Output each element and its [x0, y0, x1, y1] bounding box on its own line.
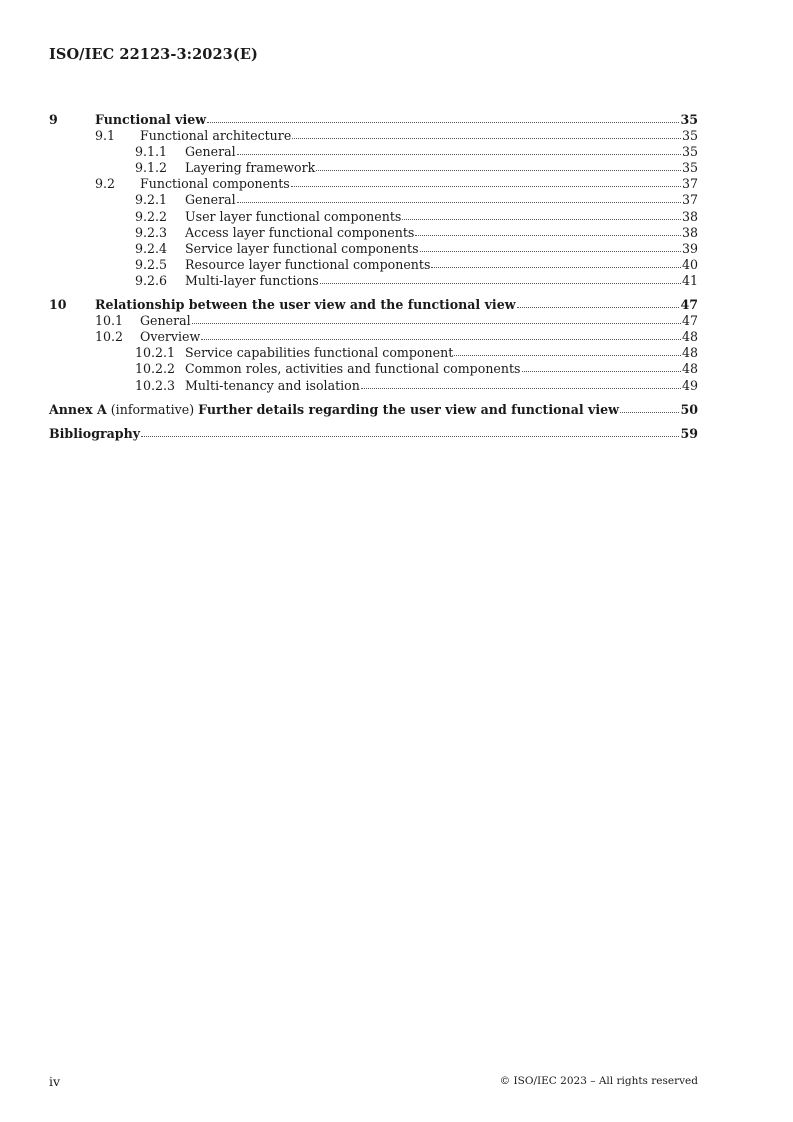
toc-entry-number: 9.2.5	[135, 256, 168, 272]
toc-entry-title: Multi-tenancy and isolation	[185, 377, 360, 393]
toc-leader	[320, 272, 681, 284]
toc-leader	[292, 127, 681, 139]
toc-entry-number: 10.2	[95, 329, 124, 345]
toc-entry-number: 9.1.2	[135, 160, 168, 176]
toc-leader	[237, 191, 681, 203]
toc-entry-title: Service layer functional components	[185, 240, 419, 256]
toc-entry-page: 47	[681, 313, 698, 329]
toc-entry-title: Multi-layer functions	[185, 272, 319, 288]
toc-entry-number: 9.2.2	[135, 208, 168, 224]
toc-entry-number: 9.1	[95, 128, 116, 144]
toc-entry-page: 35	[680, 112, 698, 127]
toc-entry[interactable]	[49, 112, 698, 128]
toc-leader	[420, 240, 681, 252]
toc-leader	[517, 296, 680, 308]
toc-leader	[361, 377, 681, 389]
toc-entry[interactable]	[49, 361, 698, 377]
toc-entry-title: Further details regarding the user view and functional view	[198, 401, 619, 417]
toc-entry[interactable]	[49, 209, 698, 225]
toc-entry-number: 9.2.3	[135, 224, 168, 240]
toc-entry-title: Overview	[140, 329, 201, 345]
toc-entry-title: Resource layer functional components	[185, 256, 431, 272]
toc-entry-page: 37	[681, 176, 698, 192]
copyright-notice: © ISO/IEC 2023 – All rights reserved	[499, 1075, 698, 1087]
toc-entry-title: Functional architecture	[140, 128, 292, 144]
toc-entry-page: 35	[681, 160, 698, 176]
toc-entry-number: 9.2.4	[135, 240, 168, 256]
toc-entry-number: 9.2.1	[135, 192, 168, 208]
toc-leader	[431, 256, 681, 268]
annex-label: Annex A	[49, 401, 107, 417]
toc-entry-page: 38	[681, 224, 698, 240]
toc-entry-number: 9.2	[95, 176, 116, 192]
toc-entry-page: 40	[681, 256, 698, 272]
toc-entry-number: 10.2.2	[135, 361, 176, 377]
toc-entry-page: 47	[680, 297, 698, 313]
toc-entry-title: Functional components	[140, 176, 290, 192]
toc-entry-title: Layering framework	[185, 160, 316, 176]
toc-entry-bibliography[interactable]	[49, 426, 698, 442]
toc-leader	[415, 224, 681, 236]
toc-entry[interactable]	[49, 225, 698, 241]
toc-entry[interactable]	[49, 144, 698, 160]
toc-entry[interactable]	[49, 160, 698, 176]
toc-entry-number: 9	[49, 112, 58, 127]
toc-entry-number: 10	[49, 297, 67, 313]
toc-entry-page: 39	[681, 240, 698, 256]
toc-leader	[141, 425, 679, 437]
toc-entry-page: 48	[681, 329, 698, 345]
toc-entry-page: 59	[680, 425, 698, 441]
toc-entry-page: 37	[681, 192, 698, 208]
toc-entry-page: 35	[681, 128, 698, 144]
toc-leader	[201, 328, 681, 340]
toc-entry-title: Relationship between the user view and the functional view	[95, 297, 516, 313]
toc-entry[interactable]	[49, 297, 698, 313]
toc-entry[interactable]	[49, 176, 698, 192]
toc-entry[interactable]	[49, 313, 698, 329]
toc-entry-title: Service capabilities functional component	[185, 345, 454, 361]
toc-entry-annex-a[interactable]	[49, 402, 698, 418]
toc-entry-page: 49	[681, 377, 698, 393]
toc-entry-number: 9.1.1	[135, 144, 168, 160]
toc-leader	[402, 208, 681, 220]
toc-entry-title: General	[185, 192, 236, 208]
toc-entry-page: 48	[681, 345, 698, 361]
toc-entry-title: General	[185, 144, 236, 160]
toc-leader	[192, 312, 681, 324]
toc-entry-title: Bibliography	[49, 425, 141, 441]
page-number: iv	[49, 1074, 61, 1089]
toc-entry-page: 48	[681, 361, 698, 377]
toc-entry[interactable]	[49, 378, 698, 394]
toc-leader	[237, 143, 681, 155]
toc-leader	[316, 159, 681, 171]
toc-entry[interactable]	[49, 329, 698, 345]
toc-entry-page: 41	[681, 272, 698, 288]
toc-leader	[207, 111, 679, 123]
toc-entry-page: 38	[681, 208, 698, 224]
toc-entry-title: Access layer functional components	[185, 224, 415, 240]
annex-note: (informative)	[110, 401, 195, 417]
toc-entry-title: Functional view	[95, 112, 207, 127]
toc-entry[interactable]	[49, 192, 698, 208]
toc-entry-page: 35	[681, 144, 698, 160]
toc-entry-title: User layer functional components	[185, 208, 402, 224]
toc-entry[interactable]	[49, 241, 698, 257]
toc-entry-number: 10.2.1	[135, 345, 176, 361]
toc-entry-title: General	[140, 313, 191, 329]
toc-entry-title: Common roles, activities and functional components	[185, 361, 521, 377]
toc-leader	[522, 360, 681, 372]
toc-leader	[291, 175, 681, 187]
document-id: ISO/IEC 22123-3:2023(E)	[49, 46, 258, 63]
toc-entry[interactable]	[49, 257, 698, 273]
toc-entry-number: 10.1	[95, 313, 124, 329]
toc-entry[interactable]	[49, 345, 698, 361]
toc-entry[interactable]	[49, 273, 698, 289]
toc-entry-page: 50	[680, 401, 698, 417]
toc-leader	[620, 401, 679, 413]
table-of-contents	[49, 112, 698, 442]
toc-entry-number: 10.2.3	[135, 377, 176, 393]
toc-entry-number: 9.2.6	[135, 272, 168, 288]
toc-entry[interactable]	[49, 128, 698, 144]
toc-leader	[454, 344, 681, 356]
